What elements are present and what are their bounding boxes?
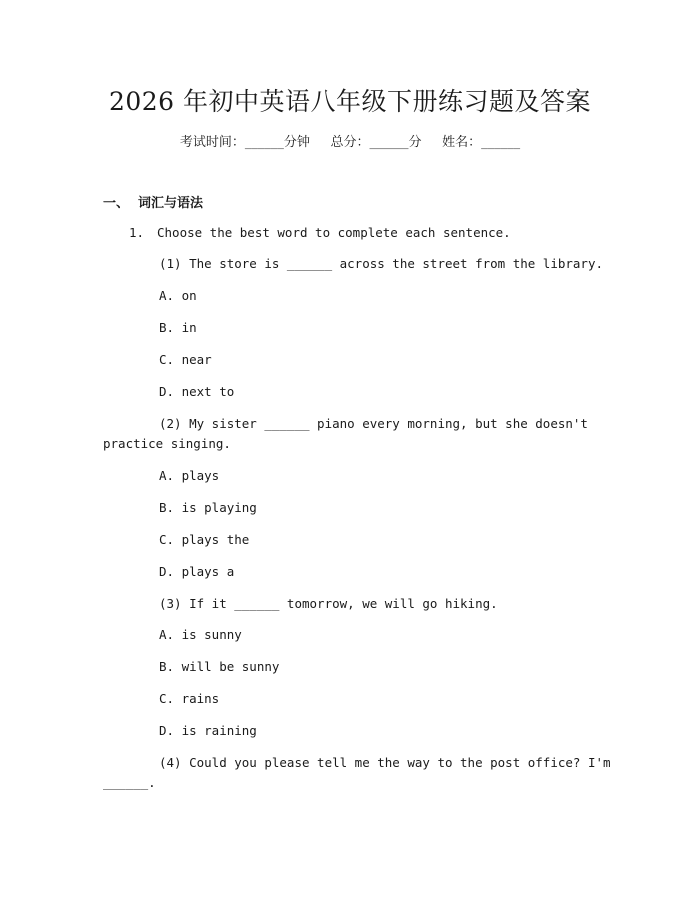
item-stem: (2) My sister ______ piano every morning, but she doesn't [159,416,588,431]
option: C. near [159,352,212,367]
item-stem: (4) Could you please tell me the way to the post office? I'm [159,755,611,770]
option: A. plays [159,468,220,483]
item-stem: (1) The store is ______ across the street from the library. [159,256,604,271]
option: C. rains [159,691,220,706]
option: D. is raining [159,723,257,738]
option: B. in [159,320,197,335]
item-stem-continuation: practice singing. [103,436,231,451]
item-stem-continuation: ______. [103,775,156,790]
exam-info-line: 考试时间：______分钟 总分：______分 姓名：______ [179,135,521,150]
option: D. plays a [159,564,235,579]
option: A. on [159,288,197,303]
document-title: 2026 年初中英语八年级下册练习题及答案 [108,87,592,116]
item-stem: (3) If it ______ tomorrow, we will go hiking. [159,596,498,611]
question-number: 1. [129,225,145,240]
option: D. next to [159,384,235,399]
option: A. is sunny [159,627,242,642]
option: B. is playing [159,500,257,515]
section-heading: 一、 词汇与语法 [103,196,204,211]
question-instruction: Choose the best word to complete each sentence. [157,225,511,240]
option: C. plays the [159,532,250,547]
option: B. will be sunny [159,659,280,674]
